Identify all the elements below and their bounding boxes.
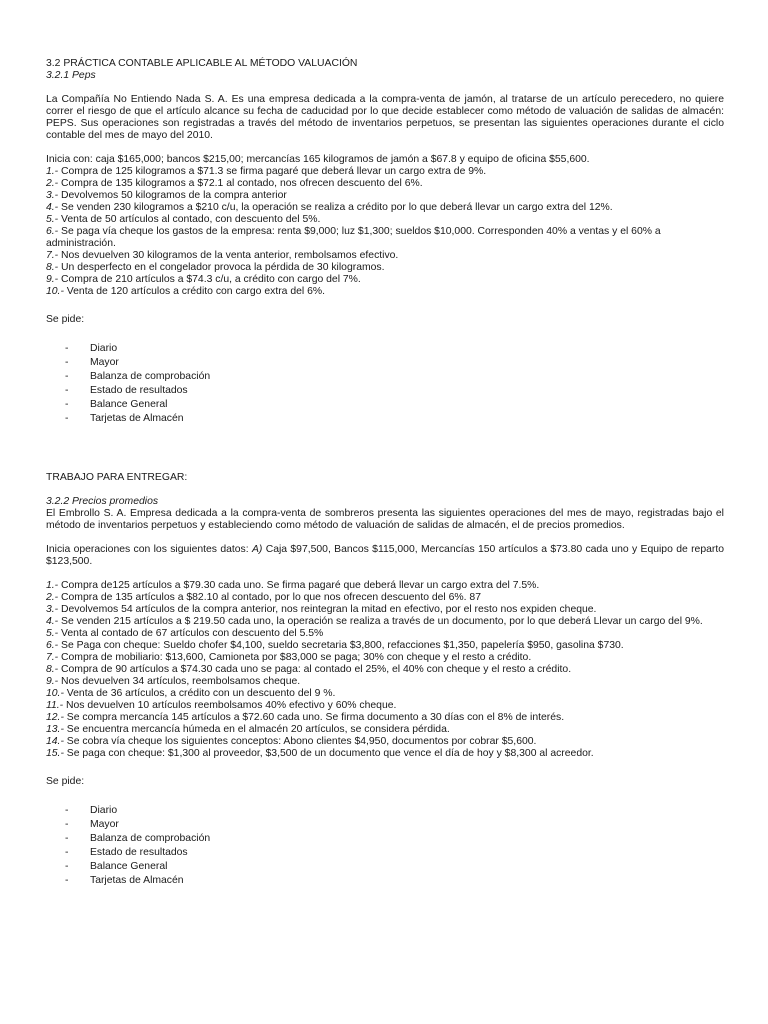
requirement-item xyxy=(46,370,724,384)
operation-item xyxy=(46,202,724,214)
section-heading: TRABAJO PARA ENTREGAR: xyxy=(46,472,188,483)
bullet-dash: - xyxy=(65,371,69,382)
se-pide-label: Se pide: xyxy=(46,314,85,325)
operation-number: 8.- xyxy=(46,664,59,675)
operation-text: Compra de 125 kilogramos a $71.3 se firma pagaré que deberá llevar un cargo extra de 9%. xyxy=(58,166,487,177)
operation-number: 10.- xyxy=(46,286,64,297)
operation-item xyxy=(46,700,724,712)
operation-number: 5.- xyxy=(46,628,59,639)
bullet-dash: - xyxy=(65,343,69,354)
operation-text: Nos devuelven 34 artículos, reembolsamos cheque. xyxy=(58,676,301,687)
bullet-dash: - xyxy=(65,357,69,368)
initial-balances: Inicia con: caja $165,000; bancos $215,00; mercancías 165 kilogramos de jamón a $67.8 y equipo de oficina $55,600. xyxy=(46,154,590,165)
requirement-label: Balance General xyxy=(90,861,168,872)
requirement-label: Balance General xyxy=(90,399,168,410)
operation-text: Se encuentra mercancía húmeda en el almacén 20 artículos, se considera pérdida. xyxy=(63,724,450,735)
requirement-item xyxy=(46,804,724,818)
requirement-label: Diario xyxy=(90,343,118,354)
operation-text: Se venden 215 artículos a $ 219.50 cada uno, la operación se realiza a través de un documento, por lo que deberá Llevar un cargo del 9%. xyxy=(58,616,703,627)
operation-text: Devolvemos 50 kilogramos de la compra anterior xyxy=(58,190,287,201)
requirement-label: Mayor xyxy=(90,819,119,830)
bullet-dash: - xyxy=(65,875,69,886)
operation-text: Venta de 36 artículos, a crédito con un descuento del 9 %. xyxy=(63,688,336,699)
se-pide-label: Se pide: xyxy=(46,776,85,787)
bullet-dash: - xyxy=(65,833,69,844)
operation-number: 1.- xyxy=(46,166,59,177)
section-subheading: 3.2.2 Precios promedios xyxy=(46,496,159,507)
operation-text: Compra de 135 artículos a $82.10 al contado, por lo que nos ofrecen descuento del 6%. 87 xyxy=(58,592,481,603)
operation-item xyxy=(46,286,724,298)
requirement-item xyxy=(46,356,724,370)
operation-text: Nos devuelven 10 artículos reembolsamos 40% efectivo y 60% cheque. xyxy=(63,700,397,711)
operation-text: Se Paga con cheque: Sueldo chofer $4,100, sueldo secretaria $3,800, refacciones $1,350, papelería $950, gasolina $730. xyxy=(58,640,624,651)
requirement-label: Tarjetas de Almacén xyxy=(90,413,184,424)
operation-number: 6.- xyxy=(46,226,59,237)
requirement-item xyxy=(46,342,724,356)
requirement-item xyxy=(46,384,724,398)
operation-text: Devolvemos 54 artículos de la compra anterior, nos reintegran la mitad en efectivo, por el resto nos expiden cheque. xyxy=(58,604,597,615)
operation-text: Se cobra vía cheque los siguientes conceptos: Abono clientes $4,950, documentos por cobrar $5,600. xyxy=(63,736,537,747)
operation-text: Se compra mercancía 145 artículos a $72.60 cada uno. Se firma documento a 30 días con el 8% de interés. xyxy=(63,712,565,723)
operation-text: Venta al contado de 67 artículos con descuento del 5.5% xyxy=(58,628,324,639)
operation-text: Venta de 120 artículos a crédito con cargo extra del 6%. xyxy=(63,286,325,297)
operation-number: 11.- xyxy=(46,700,64,711)
bullet-dash: - xyxy=(65,385,69,396)
bullet-dash: - xyxy=(65,861,69,872)
intro-paragraph: La Compañía No Entiendo Nada S. A. Es una empresa dedicada a la compra-venta de jamón, al tratarse de un artículo perecedero, no quiere correr el riesgo de que el artículo alcance su fecha de caducidad por lo que decide establecer como método de valuación de salidas de almacén: PEPS. Sus operaciones son registradas a través del método de inventarios perpetuos, se presentan las siguientes operaciones durante el ciclo contable del mes de mayo del 2010. xyxy=(46,94,724,141)
requirement-item xyxy=(46,832,724,846)
requirement-item xyxy=(46,846,724,860)
requirement-label: Mayor xyxy=(90,357,119,368)
operation-number: 13.- xyxy=(46,724,64,735)
requirement-label: Balanza de comprobación xyxy=(90,371,211,382)
section-subheading: 3.2.1 Peps xyxy=(46,70,96,81)
operation-number: 15.- xyxy=(46,748,64,759)
operation-number: 9.- xyxy=(46,676,59,687)
operations-list xyxy=(46,166,724,298)
operation-item xyxy=(46,664,724,676)
operation-item xyxy=(46,628,724,640)
operation-text: Un desperfecto en el congelador provoca la pérdida de 30 kilogramos. xyxy=(58,262,385,273)
intro-paragraph: El Embrollo S. A. Empresa dedicada a la compra-venta de sombreros presenta las siguientes operaciones del mes de mayo, registradas bajo el método de inventarios perpetuos y estableciendo como método de valuación de salidas de almacén, el de precios promedios. xyxy=(46,508,724,531)
requirements-list xyxy=(46,342,724,426)
operation-item xyxy=(46,688,724,700)
bullet-dash: - xyxy=(65,847,69,858)
requirement-label: Balanza de comprobación xyxy=(90,833,211,844)
operation-text: Compra de 135 kilogramos a $72.1 al contado, nos ofrecen descuento del 6%. xyxy=(58,178,423,189)
bullet-dash: - xyxy=(65,413,69,424)
requirement-label: Estado de resultados xyxy=(90,385,188,396)
operation-text: Venta de 50 artículos al contado, con descuento del 5%. xyxy=(58,214,321,225)
operation-number: 2.- xyxy=(46,178,59,189)
operation-number: 5.- xyxy=(46,214,59,225)
operation-text: Compra de 210 artículos a $74.3 c/u, a crédito con cargo del 7%. xyxy=(58,274,361,285)
operation-item xyxy=(46,214,724,226)
operation-item xyxy=(46,190,724,202)
requirement-label: Tarjetas de Almacén xyxy=(90,875,184,886)
operations-list xyxy=(46,580,724,760)
operation-text: Compra de mobiliario: $13,600, Camioneta por $83,000 se paga; 30% con cheque y el resto a crédito. xyxy=(58,652,532,663)
bullet-dash: - xyxy=(65,805,69,816)
section-heading: 3.2 PRÁCTICA CONTABLE APLICABLE AL MÉTODO VALUACIÓN xyxy=(46,58,358,69)
operation-item xyxy=(46,226,724,250)
initial-balances xyxy=(46,544,724,568)
requirement-label: Diario xyxy=(90,805,118,816)
operation-number: 4.- xyxy=(46,616,59,627)
operation-number: 3.- xyxy=(46,190,59,201)
operation-item xyxy=(46,580,724,592)
operation-item xyxy=(46,274,724,286)
bullet-dash: - xyxy=(65,819,69,830)
operation-number: 14.- xyxy=(46,736,64,747)
operation-item xyxy=(46,712,724,724)
requirement-item xyxy=(46,818,724,832)
initial-prefix: Inicia operaciones con los siguientes datos: xyxy=(46,544,252,555)
operation-item xyxy=(46,676,724,688)
operation-text: Compra de 90 artículos a $74.30 cada uno se paga: al contado el 25%, el 40% con cheque y el resto a crédito. xyxy=(58,664,572,675)
operation-item xyxy=(46,178,724,190)
operation-number: 1.- xyxy=(46,580,59,591)
operation-number: 3.- xyxy=(46,604,59,615)
operation-item xyxy=(46,736,724,748)
operation-number: 8.- xyxy=(46,262,59,273)
initial-rest: Caja $97,500, Bancos $115,000, Mercancías 150 artículos a $73.80 cada uno y Equipo de reparto $123,500. xyxy=(46,544,725,567)
operation-number: 9.- xyxy=(46,274,59,285)
operation-item xyxy=(46,166,724,178)
operation-number: 7.- xyxy=(46,652,59,663)
initial-marker: A) xyxy=(251,544,263,555)
operation-item xyxy=(46,592,724,604)
operation-item xyxy=(46,262,724,274)
operation-number: 4.- xyxy=(46,202,59,213)
operation-text: Compra de125 artículos a $79.30 cada uno. Se firma pagaré que deberá llevar un cargo extra del 7.5%. xyxy=(58,580,540,591)
operation-item xyxy=(46,724,724,736)
operation-number: 6.- xyxy=(46,640,59,651)
operation-number: 2.- xyxy=(46,592,59,603)
operation-text: Nos devuelven 30 kilogramos de la venta anterior, rembolsamos efectivo. xyxy=(58,250,399,261)
document-body xyxy=(46,58,724,888)
requirement-item xyxy=(46,860,724,874)
requirements-list xyxy=(46,804,724,888)
operation-number: 7.- xyxy=(46,250,59,261)
operation-item xyxy=(46,748,724,760)
requirement-item xyxy=(46,874,724,888)
operation-number: 10.- xyxy=(46,688,64,699)
operation-item xyxy=(46,604,724,616)
requirement-item xyxy=(46,398,724,412)
operation-text: Se paga con cheque: $1,300 al proveedor, $3,500 de un documento que vence el día de hoy y $8,300 al acreedor. xyxy=(63,748,594,759)
operation-item xyxy=(46,640,724,652)
operation-text: Se paga vía cheque los gastos de la empresa: renta $9,000; luz $1,300; sueldos $10,000. Corresponden 40% a ventas y el 60% a administración. xyxy=(46,226,661,249)
bullet-dash: - xyxy=(65,399,69,410)
operation-item xyxy=(46,652,724,664)
operation-number: 12.- xyxy=(46,712,64,723)
requirement-label: Estado de resultados xyxy=(90,847,188,858)
operation-text: Se venden 230 kilogramos a $210 c/u, la operación se realiza a crédito por lo que deberá llevar un cargo extra del 12%. xyxy=(58,202,613,213)
requirement-item xyxy=(46,412,724,426)
operation-item xyxy=(46,616,724,628)
operation-item xyxy=(46,250,724,262)
